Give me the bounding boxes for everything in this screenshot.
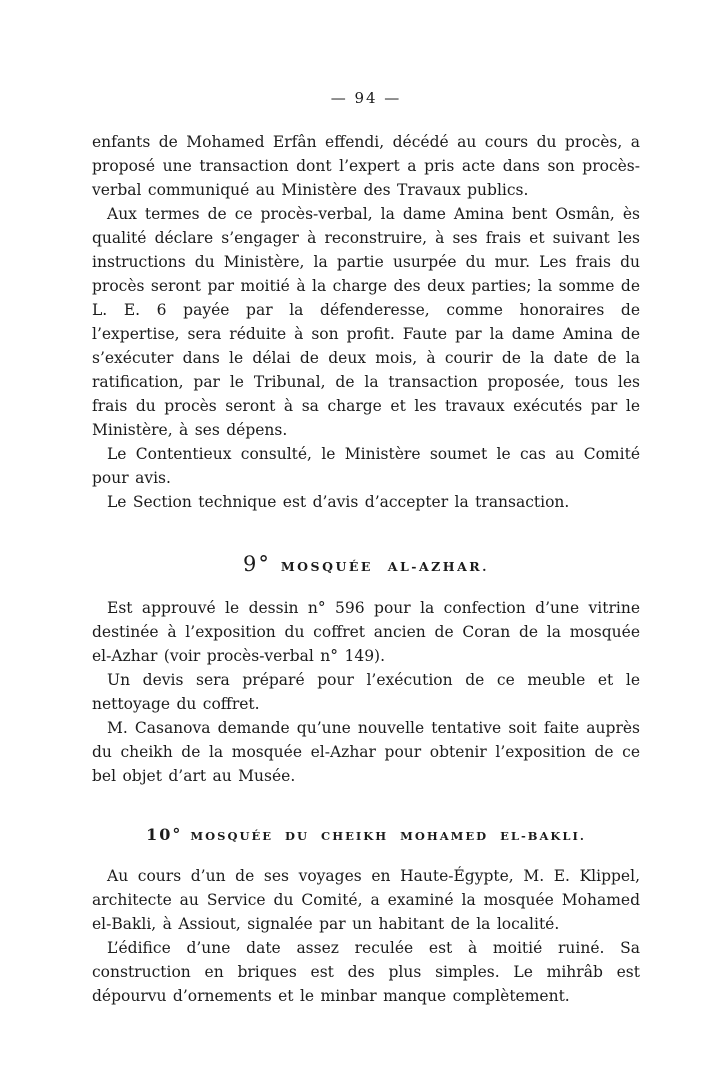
- paragraph-contentieux: Le Contentieux consulté, le Ministère soumet le cas au Comité pour avis.: [92, 445, 640, 487]
- paragraph-devis: Un devis sera préparé pour l’exécution de ce meuble et le nettoyage du coffret.: [92, 671, 640, 713]
- paragraph-transaction-terms: Aux termes de ce procès-verbal, la dame Amina bent Osmân, ès qualité déclare s’engager à reconstruire, à ses frais et suivant les instructions du Ministère, la partie usurpée du mur. Les frais du procès seront par moitié à la charge des deux parties; la somme de L. E. 6 payée par la défenderesse, comme honoraires de l’expertise, sera réduite à son profit. Faute par la dame Amina de s’exécuter dans le délai de deux mois, à courir de la date de la ratification, par le Tribunal, de la transaction proposée, tous les frais du procès seront à sa charge et les travaux exécutés par le Ministère, à ses dépens.: [92, 205, 640, 439]
- paragraph-section-technique: Le Section technique est d’avis d’accepter la transaction.: [107, 493, 570, 511]
- section-title: MOSQUÉE AL-AZHAR.: [280, 559, 490, 574]
- paragraph-edifice: L’édifice d’une date assez reculée est à moitié ruiné. Sa construction en briques est des plus simples. Le mihrâb est dépourvu d’ornements et le minbar manque complètement.: [92, 939, 640, 1005]
- paragraph-casanova: M. Casanova demande qu’une nouvelle tentative soit faite auprès du cheikh de la mosquée el-Azhar pour obtenir l’exposition de ce bel objet d’art au Musée.: [92, 719, 640, 785]
- section-heading-10-mosquee-el-bakli: [92, 822, 640, 846]
- paragraph-dessin-596: Est approuvé le dessin n° 596 pour la confection d’une vitrine destinée à l’exposition du coffret ancien de Coran de la mosquée el-Azhar (voir procès-verbal n° 149).: [92, 599, 640, 665]
- section-title: MOSQUÉE DU CHEIKH MOHAMED EL-BAKLI.: [190, 829, 586, 843]
- section-number: 9°: [242, 552, 271, 576]
- paragraph-klippel-voyage: Au cours d’un de ses voyages en Haute-Égypte, M. E. Klippel, architecte au Service du Comité, a examiné la mosquée Mohamed el-Bakli, à Assiout, signalée par un habitant de la localité.: [92, 867, 640, 933]
- page-number: — 94 —: [330, 89, 402, 107]
- section-number: 10°: [146, 825, 183, 844]
- paragraph-continuation: enfants de Mohamed Erfân effendi, décédé au cours du procès, a proposé une transaction dont l’expert a pris acte dans son procès-verbal communiqué au Ministère des Travaux publics.: [92, 133, 640, 199]
- section-heading-9-mosquee-al-azhar: [92, 552, 640, 578]
